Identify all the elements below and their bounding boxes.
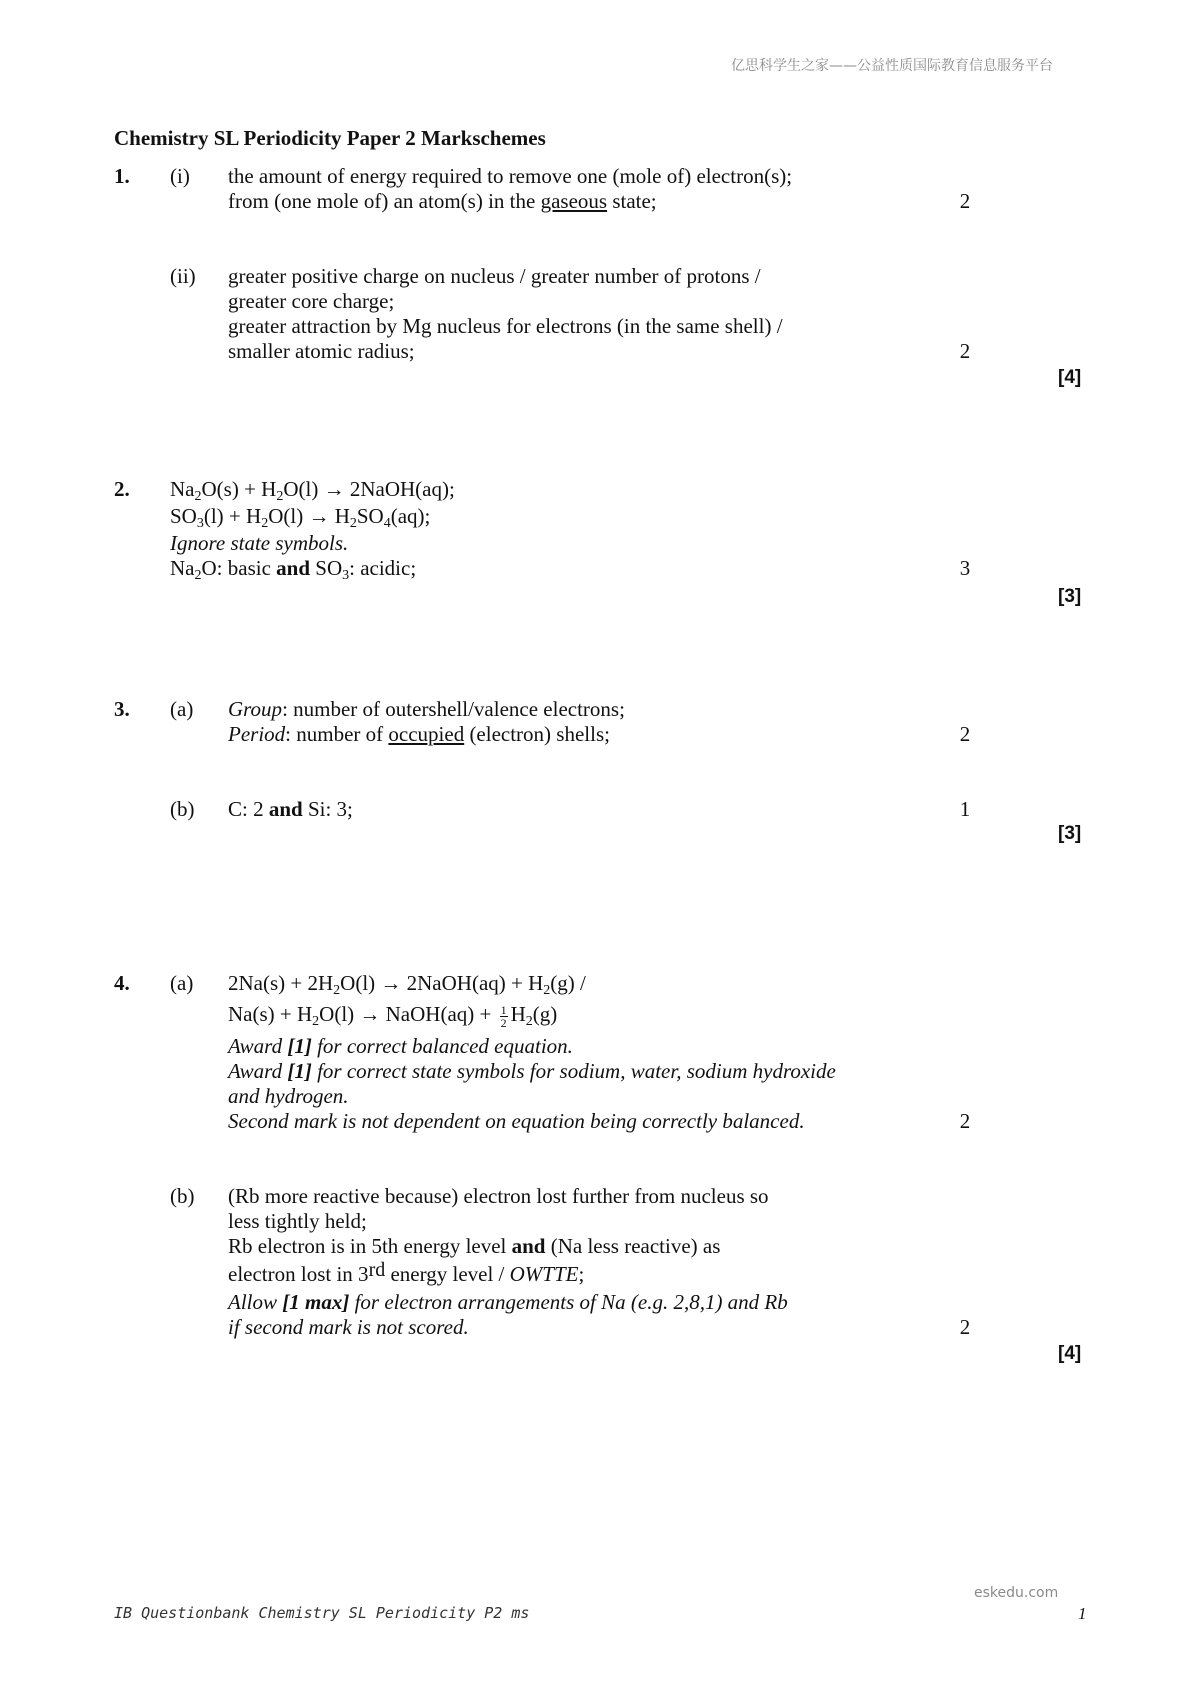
examiner-note: and hydrogen. [228, 1084, 349, 1108]
mark-value: 2 [959, 722, 971, 746]
answer-line: $Na_2O$: basic and $SO_3$: acidic; [170, 556, 417, 583]
mark-value: 3 [959, 556, 971, 580]
equation-line: $Na(s) + H_2O(l)$ → NaOH(aq) + $\frac{1}{2}$ $H_2(g)$ [228, 1002, 558, 1030]
answer-line: Group: number of outershell/valence electrons; [228, 697, 625, 721]
examiner-note: Allow [1 max] for electron arrangements of Na (e.g. 2,8,1) and Rb [228, 1290, 788, 1314]
examiner-note: Award [1] for correct state symbols for sodium, water, sodium hydroxide [228, 1059, 836, 1083]
examiner-note: Award [1] for correct balanced equation. [228, 1034, 573, 1058]
question-number: 4. [114, 971, 130, 995]
answer-line: electron lost in 3rd energy level / OWTTE; [228, 1259, 585, 1286]
part-label: (a) [170, 697, 194, 721]
footer-source: IB Questionbank Chemistry SL Periodicity P2 ms [114, 1604, 530, 1622]
footer-site: eskedu.com [974, 1585, 1059, 1601]
equation-line: $2Na(s) + 2H_2O(l)$ → 2NaOH(aq) + $H_2(g)$ / [228, 971, 586, 998]
underlined-keyword: occupied [388, 722, 465, 746]
question-total: [4] [1058, 367, 1082, 388]
mark-value: 2 [959, 339, 971, 363]
part-label: (b) [170, 1184, 195, 1208]
examiner-note: Ignore state symbols. [170, 531, 349, 555]
question-total: [4] [1058, 1343, 1082, 1364]
page-number: 1 [1078, 1604, 1087, 1623]
answer-line: Rb electron is in 5th energy level and (Na less reactive) as [228, 1234, 721, 1258]
answer-line: C: 2 and Si: 3; [228, 797, 353, 821]
mark-value: 2 [959, 1315, 971, 1339]
answer-line: greater attraction by Mg nucleus for electrons (in the same shell) / [228, 314, 783, 338]
underlined-keyword: gaseous [540, 189, 608, 213]
mark-value: 1 [959, 797, 971, 821]
answer-line: from (one mole of) an atom(s) in the gaseous state; [228, 189, 657, 213]
part-label: (ii) [170, 264, 196, 288]
question-total: [3] [1058, 823, 1082, 844]
part-label: (a) [170, 971, 194, 995]
answer-line: greater core charge; [228, 289, 395, 313]
question-number: 3. [114, 697, 130, 721]
mark-value: 2 [959, 189, 971, 213]
answer-line: greater positive charge on nucleus / greater number of protons / [228, 264, 761, 288]
answer-line: Period: number of occupied (electron) shells; [228, 722, 610, 746]
question-number: 2. [114, 477, 130, 501]
question-number: 1. [114, 164, 130, 188]
question-total: [3] [1058, 586, 1082, 607]
mark-value: 2 [959, 1109, 971, 1133]
one-half-fraction: $\frac{1}{2}$ [500, 1003, 507, 1030]
answer-line: smaller atomic radius; [228, 339, 415, 363]
part-label: (b) [170, 797, 195, 821]
equation-line: $Na_2O(s) + H_2O(l)$ → 2NaOH(aq); [170, 477, 455, 504]
equation-line: $SO_3(l) + H_2O(l) \to H_2SO_4(aq)$; [170, 504, 431, 531]
answer-line: the amount of energy required to remove one (mole of) electron(s); [228, 164, 793, 188]
part-label: (i) [170, 164, 190, 188]
answer-line: less tightly held; [228, 1209, 367, 1233]
answer-line: (Rb more reactive because) electron lost further from nucleus so [228, 1184, 769, 1208]
examiner-note: Second mark is not dependent on equation being correctly balanced. [228, 1109, 805, 1133]
page-title: Chemistry SL Periodicity Paper 2 Markschemes [114, 126, 546, 150]
examiner-note: if second mark is not scored. [228, 1315, 469, 1339]
site-header-note: 亿思科学生之家——公益性质国际教育信息服务平台 [731, 58, 1053, 74]
